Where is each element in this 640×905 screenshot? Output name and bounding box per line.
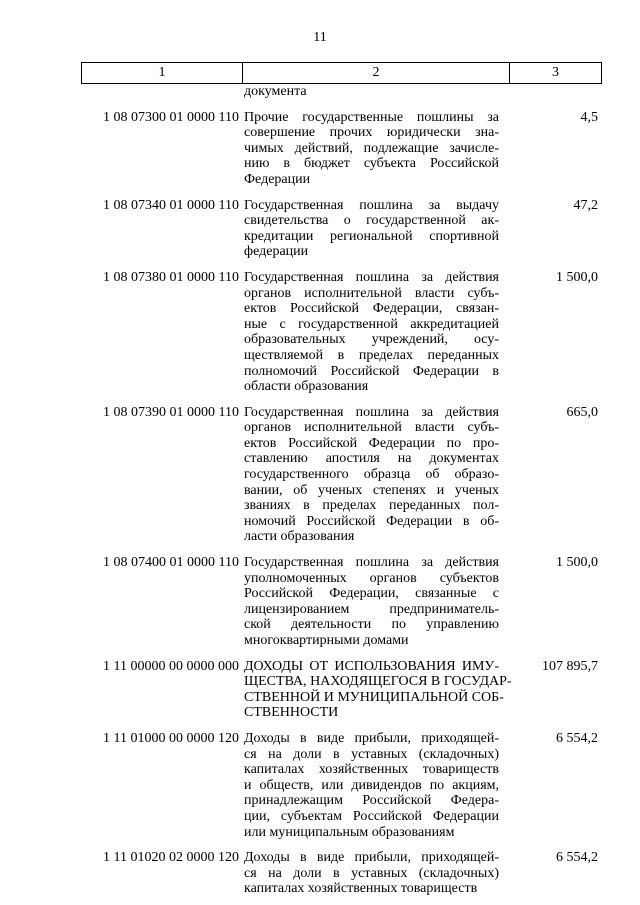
description-line: капиталах хозяйственных товариществ: [244, 881, 478, 897]
description-line: образовательных учреждений, осу-: [244, 332, 499, 348]
row-amount: 6 554,2: [556, 850, 598, 866]
description-line: ЩЕСТВА, НАХОДЯЩЕГОСЯ В ГОСУДАР-: [244, 674, 512, 690]
table-row: [81, 198, 602, 260]
description-line: ции, субъектам Российской Федерации: [244, 808, 499, 824]
column-header-2: 2: [243, 63, 510, 84]
table-row: [81, 405, 602, 545]
row-description: [241, 270, 499, 395]
description-line: и обществ, или дивидендов по акциям,: [244, 777, 499, 793]
row-code: 1 11 01000 00 0000 120: [103, 730, 239, 746]
row-code: 1 08 07300 01 0000 110: [103, 109, 239, 125]
description-line: СТВЕННОЙ И МУНИЦИПАЛЬНОЙ СОБ-: [244, 689, 504, 705]
description-line: ществляемой в пределах переданных: [244, 347, 499, 363]
description-line: ные с государственной аккредитацией: [244, 316, 499, 332]
description-line: ской деятельности по управлению: [244, 617, 499, 633]
table-row: [81, 270, 602, 395]
row-code: 1 08 07340 01 0000 110: [103, 197, 239, 213]
row-amount: 665,0: [566, 404, 598, 420]
description-line: ДОХОДЫ ОТ ИСПОЛЬЗОВАНИЯ ИМУ-: [244, 658, 499, 674]
description-line: ся на доли в уставных (складочных): [244, 746, 499, 762]
column-header-row: [81, 62, 602, 84]
table-row: [81, 555, 602, 649]
description-line: Государственная пошлина за действия: [244, 269, 499, 285]
row-amount: 47,2: [573, 197, 598, 213]
row-description: [241, 405, 499, 545]
description-line: Доходы в виде прибыли, приходящей-: [244, 850, 499, 866]
description-line: многоквартирными домами: [244, 633, 409, 648]
description-line: лицензированием предприниматель-: [244, 601, 499, 617]
description-line: Государственная пошлина за действия: [244, 404, 499, 420]
row-description: [241, 198, 499, 260]
description-line: или муниципальным образованиям: [244, 824, 455, 840]
description-line: капиталах хозяйственных товариществ: [244, 762, 499, 778]
row-amount: 1 500,0: [556, 555, 598, 571]
description-line: ся на доли в уставных (складочных): [244, 865, 499, 881]
column-header-3: 3: [510, 63, 602, 84]
column-header-1: 1: [82, 63, 243, 84]
page-number: 11: [313, 30, 327, 45]
row-code: 1 08 07400 01 0000 110: [103, 555, 239, 571]
row-description: [241, 658, 512, 721]
row-code: 1 11 00000 00 0000 000: [103, 658, 239, 674]
table-row: [81, 110, 602, 188]
description-line: Прочие государственные пошлины за: [244, 109, 499, 125]
description-line: Российской Федерации, связанные с: [244, 586, 499, 602]
description-line: вании, об ученых степенях и ученых: [244, 482, 499, 498]
row-amount: 107 895,7: [542, 658, 598, 674]
row-code: 1 08 07390 01 0000 110: [103, 404, 239, 420]
description-line: ектов Российской Федерации, связан-: [244, 301, 499, 317]
description-line: государственного образца об образо-: [244, 467, 499, 483]
description-line: ласти образования: [244, 529, 355, 545]
description-line: чимых действий, подлежащие зачисле-: [244, 140, 499, 156]
row-code: 1 11 01020 02 0000 120: [103, 850, 239, 866]
row-description: [241, 555, 499, 649]
description-line: номочий Российской Федерации в об-: [244, 513, 499, 529]
row-description: [241, 850, 499, 897]
description-line: ектов Российской Федерации по про-: [244, 435, 499, 451]
row-description: [241, 110, 499, 188]
description-line: полномочий Российской Федерации в: [244, 363, 499, 379]
description-line: принадлежащим Российской Федера-: [244, 793, 499, 809]
description-line: нию в бюджет субъекта Российской: [244, 156, 499, 172]
table-row: [81, 659, 602, 721]
description-line: органов исполнительной власти субъ-: [244, 420, 499, 436]
description-line: федерации: [244, 244, 309, 260]
description-line: документа: [244, 84, 307, 99]
description-line: Государственная пошлина за выдачу: [244, 197, 499, 213]
description-line: кредитации региональной спортивной: [244, 228, 499, 244]
table-row: [81, 850, 602, 897]
row-description: [241, 84, 499, 100]
revenue-table-body: [81, 84, 602, 897]
row-amount: 4,5: [580, 109, 598, 125]
description-line: званиях в пределах переданных пол-: [244, 498, 499, 514]
description-line: Доходы в виде прибыли, приходящей-: [244, 730, 499, 746]
row-amount: 6 554,2: [556, 730, 598, 746]
row-description: [241, 731, 499, 840]
description-line: области образования: [244, 379, 369, 395]
description-line: ставлению апостиля на документах: [244, 451, 499, 467]
row-amount: 1 500,0: [556, 269, 598, 285]
continuation-row: [81, 84, 602, 100]
table-row: [81, 731, 602, 840]
description-line: Государственная пошлина за действия: [244, 555, 499, 571]
description-line: СТВЕННОСТИ: [244, 705, 339, 721]
description-line: уполномоченных органов субъектов: [244, 570, 499, 586]
description-line: органов исполнительной власти субъ-: [244, 285, 499, 301]
description-line: совершение прочих юридически зна-: [244, 125, 499, 141]
row-code: 1 08 07380 01 0000 110: [103, 269, 239, 285]
description-line: свидетельства о государственной ак-: [244, 213, 499, 229]
description-line: Федерации: [244, 171, 311, 187]
